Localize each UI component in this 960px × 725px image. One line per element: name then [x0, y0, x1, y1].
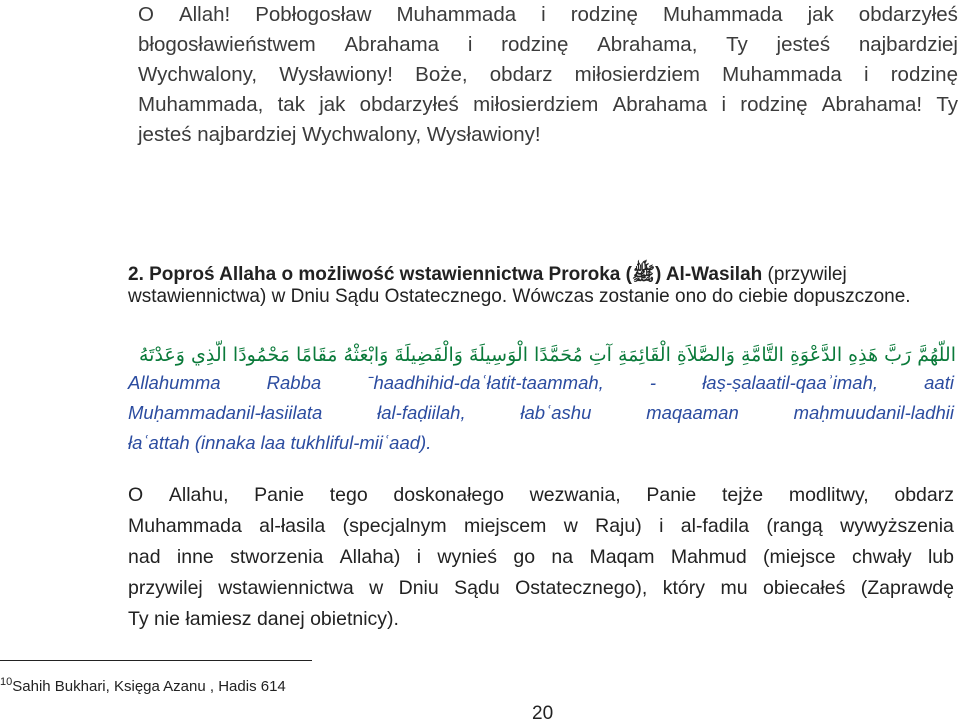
word: Pobłogosław: [255, 3, 372, 26]
word: wstawiennictwa: [218, 577, 354, 599]
translit-word: aati: [924, 372, 954, 393]
word: (rangą: [766, 515, 823, 537]
paragraph-line: [138, 60, 958, 90]
word: Raju): [595, 515, 642, 537]
paragraph-line: [138, 30, 958, 60]
word: (Zaprawdę: [860, 577, 954, 599]
word: go: [513, 546, 536, 568]
word: (specjalnym: [342, 515, 447, 537]
word: miłosierdziem: [473, 93, 599, 116]
paragraph-line: [128, 511, 954, 542]
word: Muhammada: [396, 3, 517, 26]
word: Abrahama!: [821, 93, 923, 116]
word: al-fadila: [680, 515, 750, 537]
word: jak: [319, 93, 346, 116]
word: wywyższenia: [840, 515, 954, 537]
word: i: [863, 63, 869, 86]
word: Sądu: [454, 577, 500, 599]
paragraph-line: jesteś najbardziej Wychwalony, Wysławiony!: [138, 123, 541, 146]
footnote-text: Sahih Bukhari, Księga Azanu , Hadis 614: [12, 678, 286, 695]
word: miłosierdziem: [574, 63, 700, 86]
word: Panie: [254, 484, 305, 506]
heading-plain: (przywilej: [762, 264, 847, 285]
word: modlitwy,: [788, 484, 869, 506]
word: Wysławiony!: [279, 63, 393, 86]
word: w: [369, 577, 384, 599]
footnote-separator: [0, 660, 312, 661]
word: Ty: [936, 93, 958, 116]
footnote: [0, 676, 286, 695]
word: Wychwalony,: [138, 63, 258, 86]
paragraph-salawat-translation: [138, 0, 958, 150]
word: i: [541, 3, 546, 26]
translit-line: [128, 428, 954, 458]
word: Muhammada: [722, 63, 842, 86]
paragraph-line: [138, 90, 958, 120]
translit-word: Rabba: [266, 372, 322, 393]
word: Muhammada: [662, 3, 783, 26]
word: błogosławieństwem: [138, 33, 316, 56]
translit-word: Allahumma: [128, 372, 221, 393]
paragraph-line: [128, 542, 954, 573]
paragraph-dua-translation: [128, 480, 954, 635]
word: rodzinę: [570, 3, 638, 26]
word: przywilej: [128, 577, 203, 599]
translit-line: [128, 368, 954, 398]
transliteration: [128, 368, 954, 458]
word: Muhammada: [128, 515, 242, 537]
word: miejscem: [464, 515, 547, 537]
word: obdarz: [894, 484, 954, 506]
page-number: 20: [532, 703, 554, 724]
arabic-dua: اللَّهُمَّ رَبَّ هَذِهِ الدَّعْوَةِ التَّامَّةِ وَالصَّلاَةِ الْقَائِمَةِ آتِ مُحَمَّدًا الْوَسِيلَةَ وَالْفَضِيلَةَ وَابْعَثْهُ مَقَامًا مَحْمُودًا الَّذِي وَعَدْتَهُ: [138, 344, 956, 366]
paragraph-line: Ty nie łamiesz danej obietnicy).: [128, 608, 399, 630]
translit-word: łaṣ-ṣalaatil-qaaʾimah,: [702, 372, 879, 393]
word: Allahu,: [168, 484, 229, 506]
translit-word: Muḥammadanil-łasiilata: [128, 402, 323, 423]
paragraph-line: [138, 0, 958, 30]
word: obdarzyłeś: [359, 93, 459, 116]
word: na: [551, 546, 574, 568]
word: Abrahama: [344, 33, 440, 56]
word: Mahmud: [670, 546, 747, 568]
word: al-łasila: [259, 515, 326, 537]
word: w: [563, 515, 578, 537]
word: O: [128, 484, 144, 506]
word: Abrahama,: [597, 33, 698, 56]
word: Panie: [646, 484, 697, 506]
word: i: [721, 93, 727, 116]
translit-word: łal-faḍiilah,: [377, 402, 466, 423]
word: który: [662, 577, 706, 599]
word: chwały: [851, 546, 912, 568]
word: Allaha): [339, 546, 401, 568]
word: (miejsce: [763, 546, 836, 568]
word: Abrahama: [612, 93, 708, 116]
word: najbardziej: [858, 33, 958, 56]
word: lub: [927, 546, 954, 568]
word: i: [467, 33, 473, 56]
heading-text: 2. Poproś Allaha o możliwość wstawiennictwa Proroka (: [128, 264, 632, 285]
word: doskonałego: [393, 484, 504, 506]
paragraph-line: [128, 573, 954, 604]
word: wezwania,: [529, 484, 621, 506]
heading-text-2: ) Al-Wasilah: [654, 264, 763, 285]
word: Boże,: [415, 63, 468, 86]
word: jesteś: [776, 33, 831, 56]
word: rodzinę: [740, 93, 808, 116]
word: Muhammada,: [138, 93, 264, 116]
word: Ty: [726, 33, 748, 56]
word: nad: [128, 546, 161, 568]
section-heading-line-2: wstawiennictwa) w Dniu Sądu Ostatecznego. Wówczas zostanie ono do ciebie dopuszczone.: [128, 286, 911, 307]
word: wynieś: [437, 546, 498, 568]
paragraph-line: [128, 480, 954, 511]
word: tego: [329, 484, 368, 506]
word: rodzinę: [890, 63, 958, 86]
word: obdarz: [489, 63, 553, 86]
word: i: [659, 515, 664, 537]
word: inne: [176, 546, 214, 568]
word: tak: [277, 93, 305, 116]
translit-word: -: [649, 372, 657, 393]
translit-line: [128, 398, 954, 428]
translit-word: ˉhaadhihid-daʿłatit-taammah,: [367, 372, 604, 393]
translit-word: maqaaman: [646, 402, 739, 423]
word: O: [138, 3, 154, 26]
word: jak: [807, 3, 834, 26]
section-heading: [128, 264, 958, 286]
word: rodzinę: [501, 33, 569, 56]
word: obiecałeś: [762, 577, 846, 599]
footnote-number: 10: [0, 676, 13, 688]
word: Maqam: [589, 546, 655, 568]
word: Dniu: [398, 577, 439, 599]
word: mu: [720, 577, 748, 599]
translit-word: łaʿattah (innaka laa tukhliful-miiʿaad).: [128, 432, 432, 453]
translit-word: maḥmuudanil-ladhii: [793, 402, 954, 423]
word: stworzenia: [230, 546, 324, 568]
word: i: [416, 546, 422, 568]
honorific-symbol: ﷺ: [631, 264, 655, 285]
word: tejże: [721, 484, 764, 506]
word: Ostatecznego),: [515, 577, 648, 599]
word: Allah!: [178, 3, 231, 26]
word: obdarzyłeś: [858, 3, 958, 26]
translit-word: łabʿashu: [520, 402, 592, 423]
